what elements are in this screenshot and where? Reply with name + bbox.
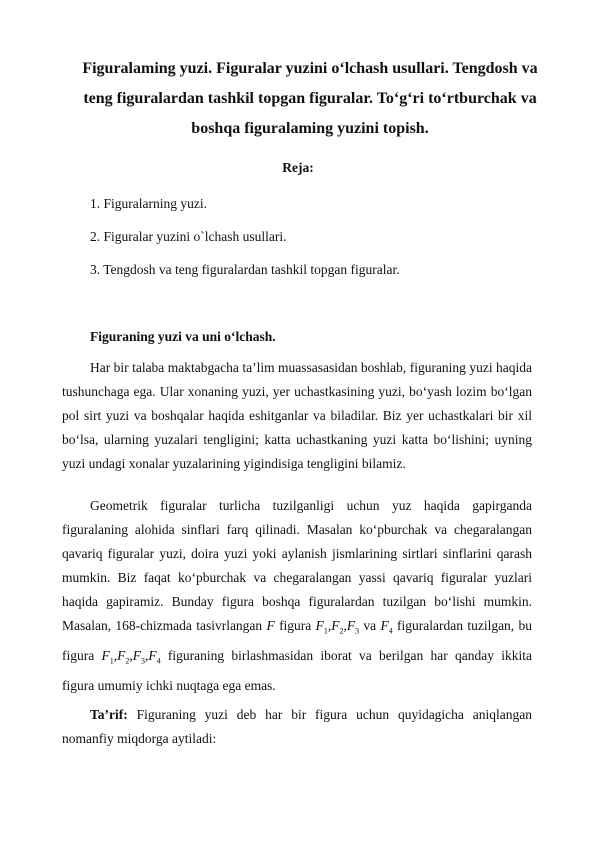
paragraph-2-text-a: Geometrik figuralar turlicha tuzilganligi uchun yuz haqida gapirganda figuralaning alohida sinflari farq qilinadi. Masalan ko‘pburchak va chegaralangan qavariq figuralar yuzi, doira yuzi yoki aylanish jismlarining sirtlari sinflarini qarash mumkin. Biz faqat ko‘pburchak va chegaralangan yassi qavariq figuralar yuzlari haqida gapiramiz. Bunday figura boshqa figuralardan tuzilgan bo‘lishi mumkin. Masalan, 168-chizmada tasivrlangan: [62, 498, 532, 634]
definition-text: Figuraning yuzi deb har bir figura uchun quyidagicha aniqlangan nomanfiy miqdorga aytiladi:: [62, 707, 532, 747]
paragraph-2-text-b: figura: [274, 618, 316, 634]
paragraph-2-text-d: figuralardan tuzilgan, bu figura: [62, 618, 532, 664]
plan-item-1: 1. Figuralarning yuzi.: [90, 196, 207, 211]
plan-item-2: 2. Figuralar yuzini o`lchash usullari.: [90, 229, 287, 244]
paragraph-2: [62, 494, 532, 698]
paragraph-2-text-c: va: [359, 618, 381, 634]
math-F1-F2-F3-F4: $F_1,F_2,F_3,F_4$: [101, 648, 161, 666]
math-F1-F2-F3: $F_1,F_2,F_3$: [315, 618, 360, 637]
paragraph-1: [62, 356, 532, 476]
paragraph-2-text-e: figuraning birlashmasidan iborat va berilgan har qanday ikkita figura umumiy ichki nuqtaga ega emas.: [62, 648, 532, 694]
title-line-1: Figuralaming yuzi. Figuralar yuzini o‘lchash usullari. Tengdosh va: [82, 60, 538, 77]
paragraph-1-text: Har bir talaba maktabgacha ta’lim muassasasidan boshlab, figuraning yuzi haqida tushunchaga ega. Ular xonaning yuzi, yer uchastkasining yuzi, bo‘yash lozim bo‘lgan pol sirt yuzi va boshqalar haqida eshitganlar va biladilar. Biz yer uchastkalari bir xil bo‘lsa, ularning yuzalari tengligini; katta uchastkaning yuzi katta bo‘lishini; uyning yuzi undagi xonalar yuzalarining yigindisiga tengligini bilamiz.: [62, 360, 532, 472]
math-F: F: [266, 618, 275, 634]
title-line-3: boshqa figuralaming yuzini topish.: [191, 120, 429, 137]
document-title: [70, 54, 550, 144]
section-heading: Figuraning yuzi va uni o‘lchash.: [90, 329, 276, 344]
definition-paragraph: [62, 703, 532, 751]
plan-item-3: 3. Tengdosh va teng figuralardan tashkil topgan figuralar.: [90, 262, 400, 277]
plan-heading: Reja:: [282, 160, 314, 175]
title-line-2: teng figuralardan tashkil topgan figuralar. To‘g‘ri to‘rtburchak va: [83, 90, 537, 107]
math-F4: $F_4$: [380, 618, 393, 637]
definition-label: Ta’rif:: [90, 707, 128, 722]
